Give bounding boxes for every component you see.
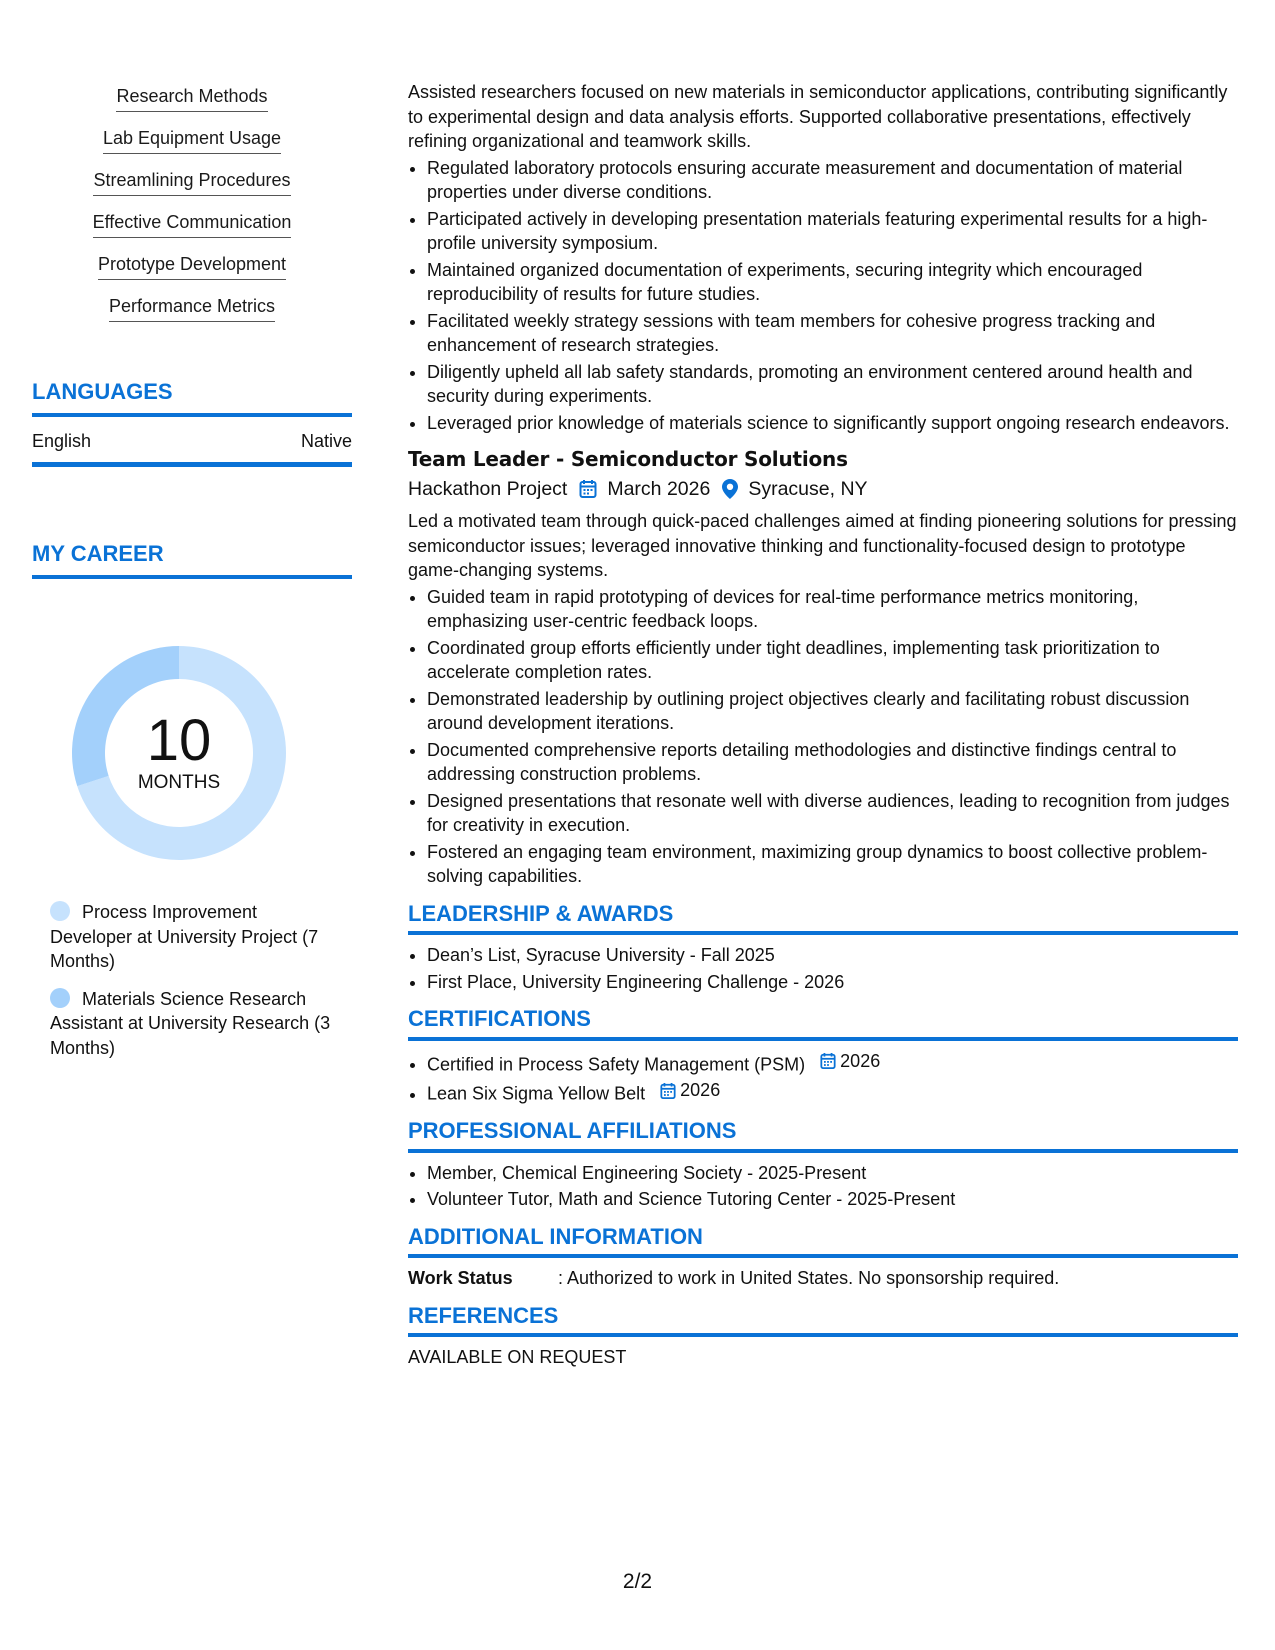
legend-label: Process Improvement Developer at University Project (7 Months) [50,902,319,971]
calendar-icon [820,1052,836,1070]
bullet-item: • Regulated laboratory protocols ensuring accurate measurement and documentation of material properties under diverse conditions. [427,156,1238,205]
affiliations-title: PROFESSIONAL AFFILIATIONS [408,1119,1238,1153]
language-name: English [32,431,92,451]
legend-dot [50,901,70,921]
award-item: • Dean’s List, Syracuse University - Fall 2025 [427,943,1238,968]
page-number: 2/2 [622,1570,653,1593]
right-column [408,80,1238,1370]
certifications-title: CERTIFICATIONS [408,1007,1238,1041]
bullet-item: • Facilitated weekly strategy sessions with team members for cohesive progress tracking and enhancement of research strategies. [427,309,1238,358]
job-title: Team Leader - Semiconductor Solutions [408,447,848,471]
skills-list [32,85,352,337]
awards-title: LEADERSHIP & AWARDS [408,902,1238,936]
job-date: March 2026 [607,477,711,500]
affiliations-list [408,1161,1238,1212]
legend-label: Materials Science Research Assistant at University Research (3 Months) [50,988,331,1058]
career-total-unit: MONTHS [137,772,221,793]
bullet-item: • Guided team in rapid prototyping of devices for real-time performance metrics monitoring, emphasizing user-centric feedback loops. [427,585,1238,634]
job-meta [408,477,1238,502]
additional-info-title: ADDITIONAL INFORMATION [408,1225,1238,1259]
bullet-item: • Maintained organized documentation of experiments, securing integrity which encouraged reproducibility of results for future studies. [427,258,1238,307]
certification-item [427,1078,1238,1106]
career-total-value: 10 [146,708,212,773]
award-item: • First Place, University Engineering Challenge - 2026 [427,970,1238,995]
experience-bullets [408,156,1238,436]
bullet-item: • Leveraged prior knowledge of materials science to significantly support ongoing research endeavors. [427,411,1238,436]
left-column [32,85,352,579]
legend-item [50,900,340,974]
bullet-item: • Coordinated group efforts efficiently under tight deadlines, implementing task prioritization to accelerate completion rates. [427,636,1238,685]
bullet-item: • Designed presentations that resonate well with diverse audiences, leading to recognition from judges for creativity in execution. [427,789,1238,838]
location-pin-icon [722,479,738,499]
skill-item: Performance Metrics [109,295,275,322]
certification-name: Lean Six Sigma Yellow Belt [427,1083,646,1104]
bullet-item: • Diligently upheld all lab safety standards, promoting an environment centered around health and security during experiments. [427,360,1238,409]
donut-center [66,640,292,866]
skill-item: Streamlining Procedures [93,169,290,196]
skill-item: Effective Communication [93,211,292,238]
skill-item: Prototype Development [98,253,286,280]
certification-year: 2026 [840,1050,881,1071]
bullet-item: • Participated actively in developing presentation materials featuring experimental results for a high-profile university symposium. [427,207,1238,256]
work-status-label: Work Status [408,1268,513,1288]
certification-item [427,1049,1238,1077]
legend-dot [50,988,70,1008]
affiliation-item: • Volunteer Tutor, Math and Science Tutoring Center - 2025-Present [427,1187,1238,1212]
career-title: MY CAREER [32,541,352,579]
language-row [32,417,352,467]
calendar-icon [660,1082,676,1100]
job-org: Hackathon Project [408,477,568,500]
skill-item: Research Methods [116,85,267,112]
certification-date [660,1078,720,1103]
calendar-icon [579,479,597,499]
awards-list [408,943,1238,994]
experience-bullets [408,585,1238,889]
certifications-list [408,1049,1238,1107]
experience-summary: Assisted researchers focused on new materials in semiconductor applications, contributing significantly to experimental design and data analysis efforts. Supported collaborative presentations, effectively refining organizational and teamwork skills. [408,82,1228,151]
work-status-value: : Authorized to work in United States. No sponsorship required. [558,1268,1060,1288]
language-level: Native [300,431,352,451]
work-status-row [408,1266,1238,1291]
languages-title: LANGUAGES [32,379,352,417]
career-legend [50,900,340,1073]
references-title: REFERENCES [408,1304,1238,1338]
certification-date [820,1049,880,1074]
career-donut-chart [66,640,292,866]
legend-item [50,987,340,1061]
bullet-item: • Fostered an engaging team environment, maximizing group dynamics to boost collective problem-solving capabilities. [427,840,1238,889]
experience-summary: Led a motivated team through quick-paced challenges aimed at finding pioneering solutions for pressing semiconductor issues; leveraged innovative thinking and functionality-focused design to prototype game-changing systems. [408,511,1237,580]
references-text: AVAILABLE ON REQUEST [408,1347,627,1367]
affiliation-item: • Member, Chemical Engineering Society - 2025-Present [427,1161,1238,1186]
bullet-item: • Demonstrated leadership by outlining project objectives clearly and facilitating robust discussion around development iterations. [427,687,1238,736]
certification-year: 2026 [680,1080,721,1101]
skill-item: Lab Equipment Usage [103,127,281,154]
job-location: Syracuse, NY [748,477,868,500]
certification-name: Certified in Process Safety Management (PSM) [427,1053,806,1074]
bullet-item: • Documented comprehensive reports detailing methodologies and distinctive findings central to addressing construction problems. [427,738,1238,787]
